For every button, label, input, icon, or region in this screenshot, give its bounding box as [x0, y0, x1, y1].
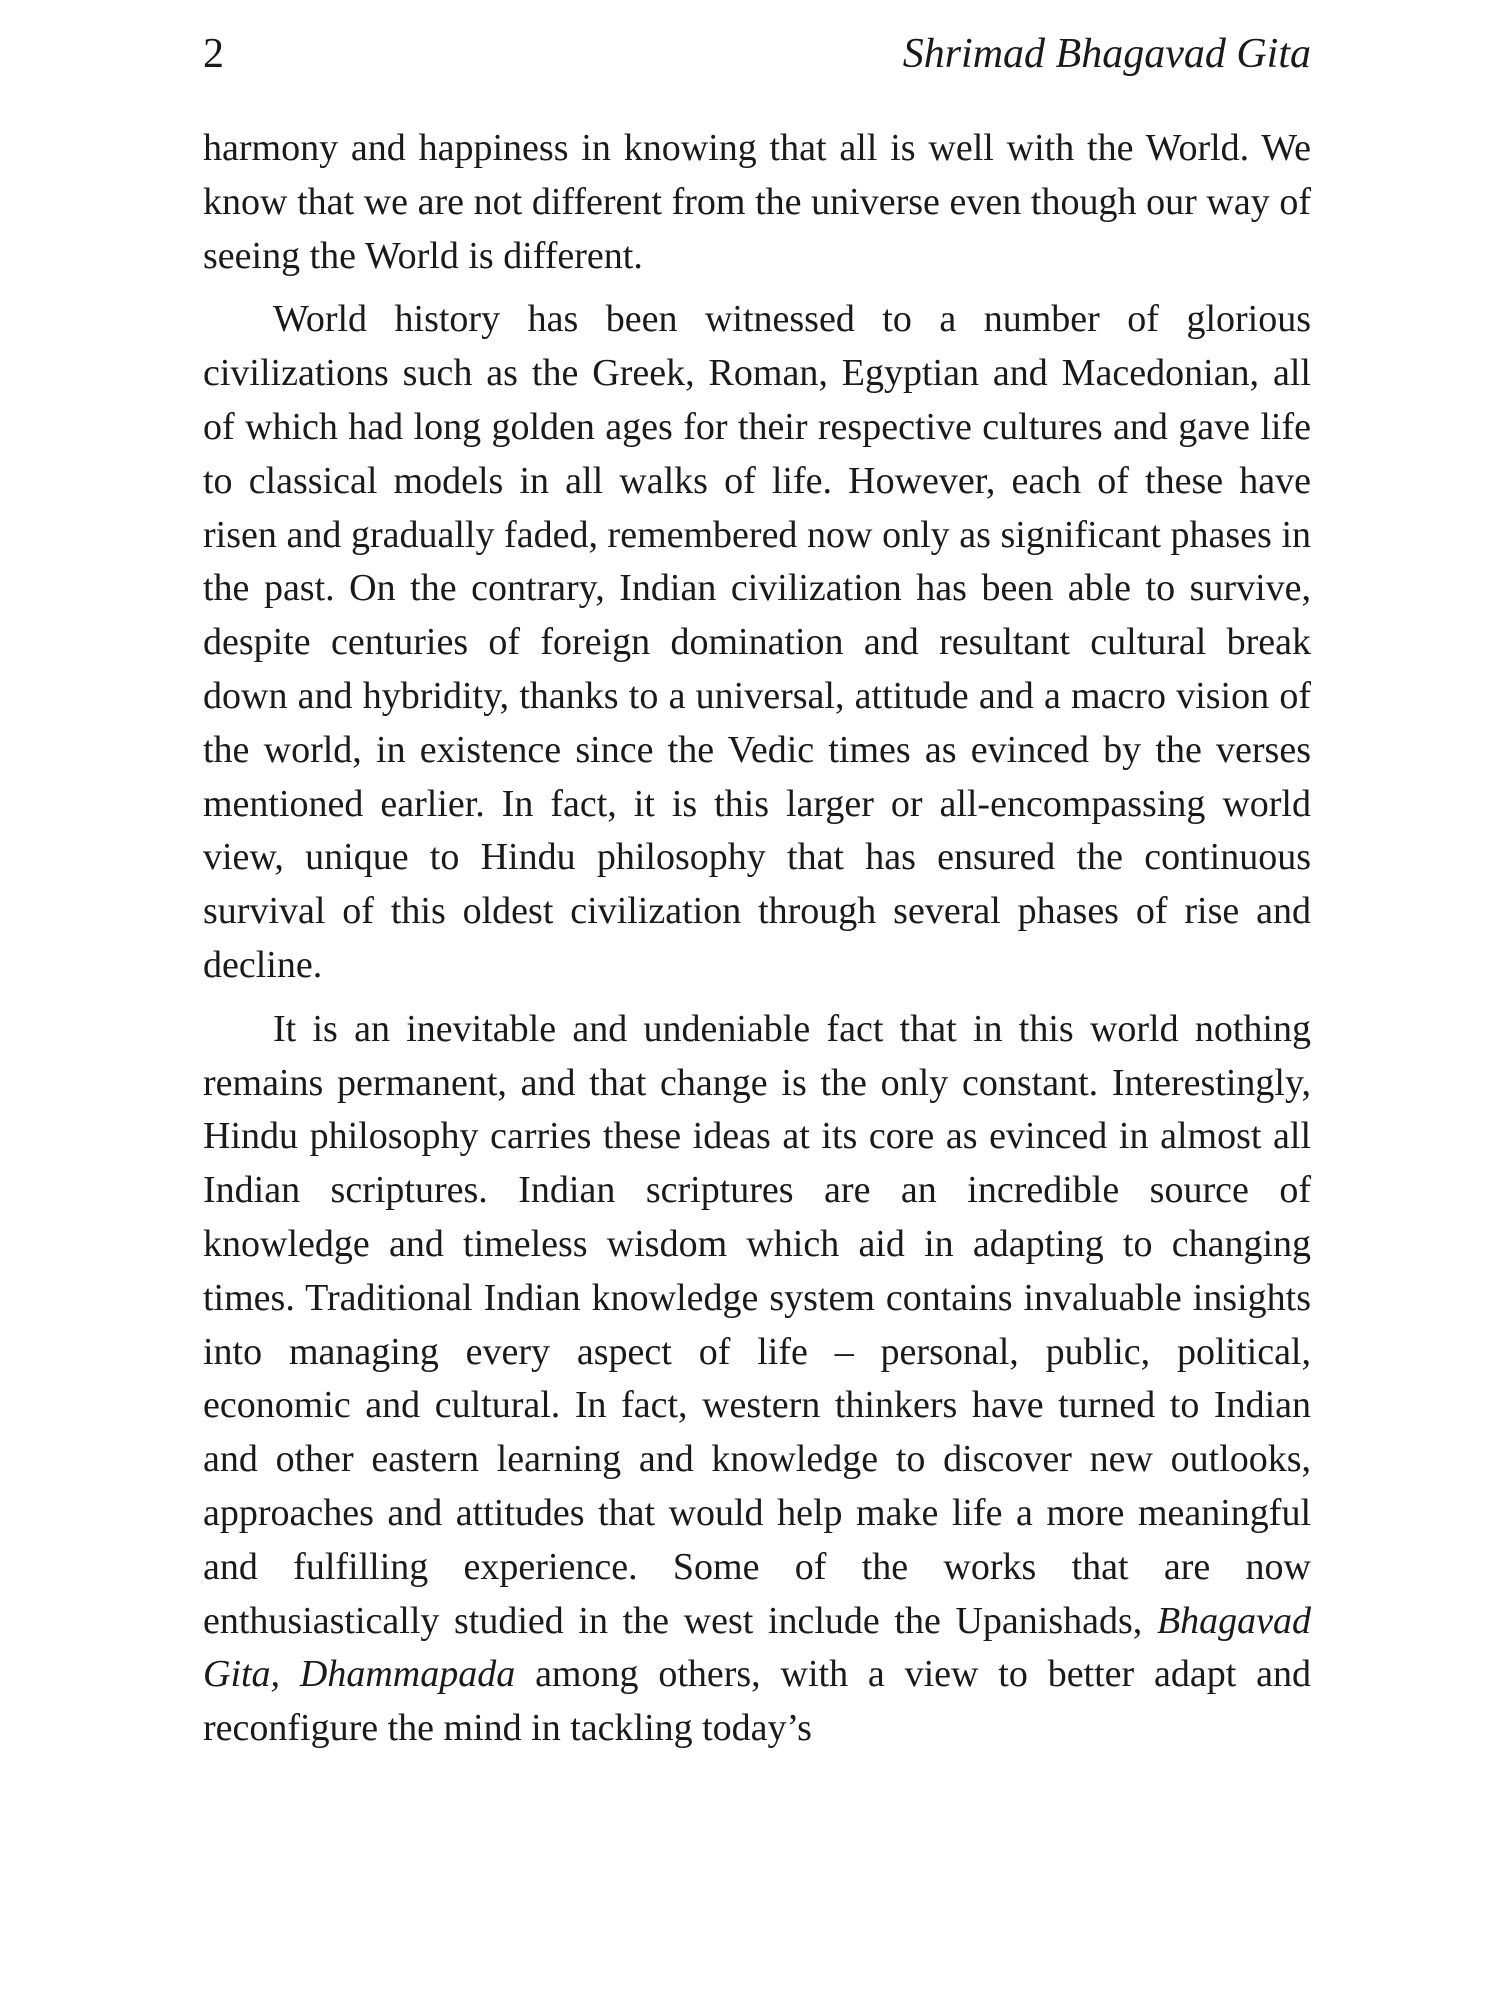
paragraph-3-continuation: among others, with a view to better adapt and reconfigure the mind in tackling today’s: [203, 1653, 1312, 1750]
book-title: Shrimad Bhagavad Gita: [902, 31, 1311, 77]
running-head: [203, 30, 1311, 90]
paragraph-2: World history has been witnessed to a number of glorious civilizations such as the Greek, Roman, Egyptian and Macedonian, all of which had long golden ages for their respective cultures and gave life to classical models in all walks of life. However, each of these have risen and gradually faded, remembered now only as significant phases in the past. On the contrary, Indian civilization has been able to survive, despite centuries of foreign domination and resultant cultural break down and hybridity, thanks to a universal, attitude and a macro vision of the world, in existence since the Vedic times as evinced by the verses mentioned earlier. In fact, it is this larger or all-encompassing world view, unique to Hindu philosophy that has ensured the continuous survival of this oldest civilization through several phases of rise and decline.: [203, 298, 1311, 986]
paragraph-3: [203, 1003, 1311, 1756]
paragraph-3-text: It is an inevitable and undeniable fact that in this world nothing remains permanent, and that change is the only constant. Interestingly, Hindu philosophy carries these ideas at its core as evinced in almost all Indian scriptures. Indian scriptures are an incredible source of knowledge and timeless wisdom which aid in adapting to changing times. Traditional Indian knowledge system contains invaluable insights into managing every aspect of life – personal, public, political, economic and cultural. In fact, western thinkers have turned to Indian and other eastern learning and knowledge to discover new outlooks, approaches and attitudes that would help make life a more meaningful and fulfilling experience. Some of the works that are now enthusiastically studied in the west include the Upanishads,: [203, 1007, 1311, 1642]
paragraph-1: harmony and happiness in knowing that all is well with the World. We know that we are not different from the universe even though our way of seeing the World is different.: [203, 127, 1311, 277]
italic-scripture-titles: Bhagavad Gita, Dhammapada: [203, 1599, 1312, 1696]
body-text: [203, 122, 1311, 1766]
page-number: 2: [203, 31, 224, 77]
